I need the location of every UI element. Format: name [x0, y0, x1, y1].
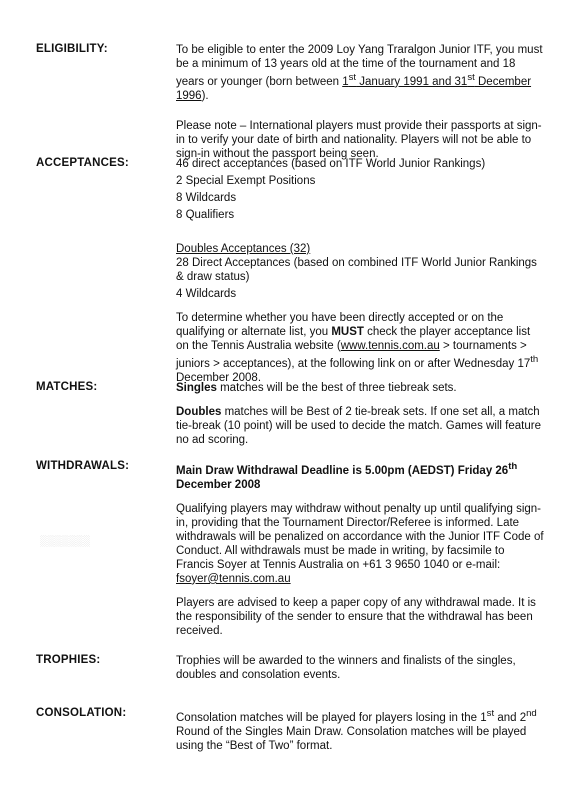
consolation-content: [176, 707, 544, 753]
eligibility-content: [176, 43, 544, 161]
withdrawal-policy: [176, 502, 544, 586]
withdrawals-label: WITHDRAWALS:: [36, 460, 130, 472]
deadline-text: December 2008: [176, 478, 261, 491]
acceptance-line: 8 Wildcards: [176, 192, 237, 204]
consolation-label: CONSOLATION:: [36, 707, 127, 719]
doubles-heading-text: Doubles Acceptances (32): [176, 243, 311, 255]
singles-rule: [176, 381, 544, 395]
ordinal: nd: [526, 708, 537, 719]
tennis-website-link[interactable]: www.tennis.com.au: [340, 340, 440, 352]
withdrawals-content: [176, 460, 544, 638]
date-part: December 1996: [176, 75, 532, 102]
doubles-acceptances-heading: [176, 242, 544, 256]
passport-note: Please note – International players must provide their passports at sign-in to verify your date of birth and nationality. Players will not be able to sign-in without the passport being seen.: [176, 119, 542, 160]
date-part: January 1991 and 31: [356, 75, 468, 88]
ordinal: th: [508, 461, 518, 472]
consolation-text-part: Round of the Singles Main Draw. Consolation matches will be played using the “Best of Two” format.: [176, 725, 527, 752]
trophies-text: Trophies will be awarded to the winners and finalists of the singles, doubles and consolation events.: [176, 655, 516, 681]
ordinal: st: [486, 708, 495, 719]
trophies-label: TROPHIES:: [36, 654, 101, 666]
instruction-text: check the player acceptance list on the Tennis Australia website (: [176, 326, 531, 352]
bleed-through-mark: ░░░░░░░: [40, 535, 90, 546]
acceptance-line: 46 direct acceptances (based on ITF World Junior Rankings): [176, 158, 486, 170]
consolation-text-part: Consolation matches will be played for players losing in the 1: [176, 711, 487, 724]
doubles-acceptance-line: 28 Direct Acceptances (based on combined ITF World Junior Rankings & draw status): [176, 257, 537, 283]
consolation-text-part: and 2: [494, 711, 527, 724]
singles-text: matches will be the best of three tiebreak sets.: [216, 382, 457, 394]
matches-content: [176, 381, 544, 447]
doubles-acceptance-line: 4 Wildcards: [176, 288, 237, 300]
ordinal: st: [467, 72, 475, 83]
acceptance-line: 8 Qualifiers: [176, 209, 235, 221]
matches-label: MATCHES:: [36, 381, 98, 393]
singles-bold: Singles: [176, 382, 217, 394]
date-part: 1: [342, 75, 349, 88]
ordinal: st: [348, 72, 357, 83]
ordinal: th: [530, 354, 539, 365]
acceptance-line: 2 Special Exempt Positions: [176, 175, 316, 187]
withdrawal-deadline: [176, 460, 544, 492]
trophies-content: [176, 654, 544, 682]
instruction-text: To determine whether you have been directly accepted or on the qualifying or alternate list, you: [176, 312, 504, 338]
consolation-text: [176, 707, 544, 753]
doubles-bold: Doubles: [176, 406, 222, 418]
acceptance-instructions: [176, 311, 544, 385]
eligibility-text: To be eligible to enter the 2009 Loy Yang Traralgon Junior ITF, you must be a minimum of 13 years old at the time of the tournament and 18 years or younger (born between: [176, 44, 543, 88]
instruction-text: December 2008.: [176, 371, 262, 384]
withdrawal-policy-text: Qualifying players may withdraw without penalty up until qualifying sign-in, providing that the Tournament Director/Referee is informed. Late withdrawals will be penalized on accordance with the Junior ITF Code of Conduct. All withdrawals must be made in writing, by facsimile to Francis Soyer at Tennis Australia on +61 3 9650 1040 or e-mail:: [176, 502, 544, 571]
acceptances-content: [176, 157, 544, 385]
instruction-text: > tournaments > juniors > acceptances), at the following link on or after Wednesday 17: [176, 340, 531, 370]
eligibility-text-end: ).: [201, 89, 209, 102]
email-link[interactable]: fsoyer@tennis.com.au: [176, 572, 291, 585]
must-emphasis: MUST: [331, 326, 364, 338]
doubles-rule: [176, 405, 544, 447]
doubles-text: matches will be Best of 2 tie-break sets. If one set all, a match tie-break (10 point) will be used to decide the match. Games will feature no ad scoring.: [176, 406, 541, 446]
eligibility-paragraph: [176, 43, 544, 103]
deadline-text: Main Draw Withdrawal Deadline is 5.00pm (AEDST) Friday 26: [176, 464, 509, 477]
withdrawal-advice: Players are advised to keep a paper copy of any withdrawal made. It is the responsibility of the sender to ensure that the withdrawal has been received.: [176, 596, 536, 637]
acceptances-label: ACCEPTANCES:: [36, 157, 129, 169]
eligibility-label: ELIGIBILITY:: [36, 43, 108, 55]
